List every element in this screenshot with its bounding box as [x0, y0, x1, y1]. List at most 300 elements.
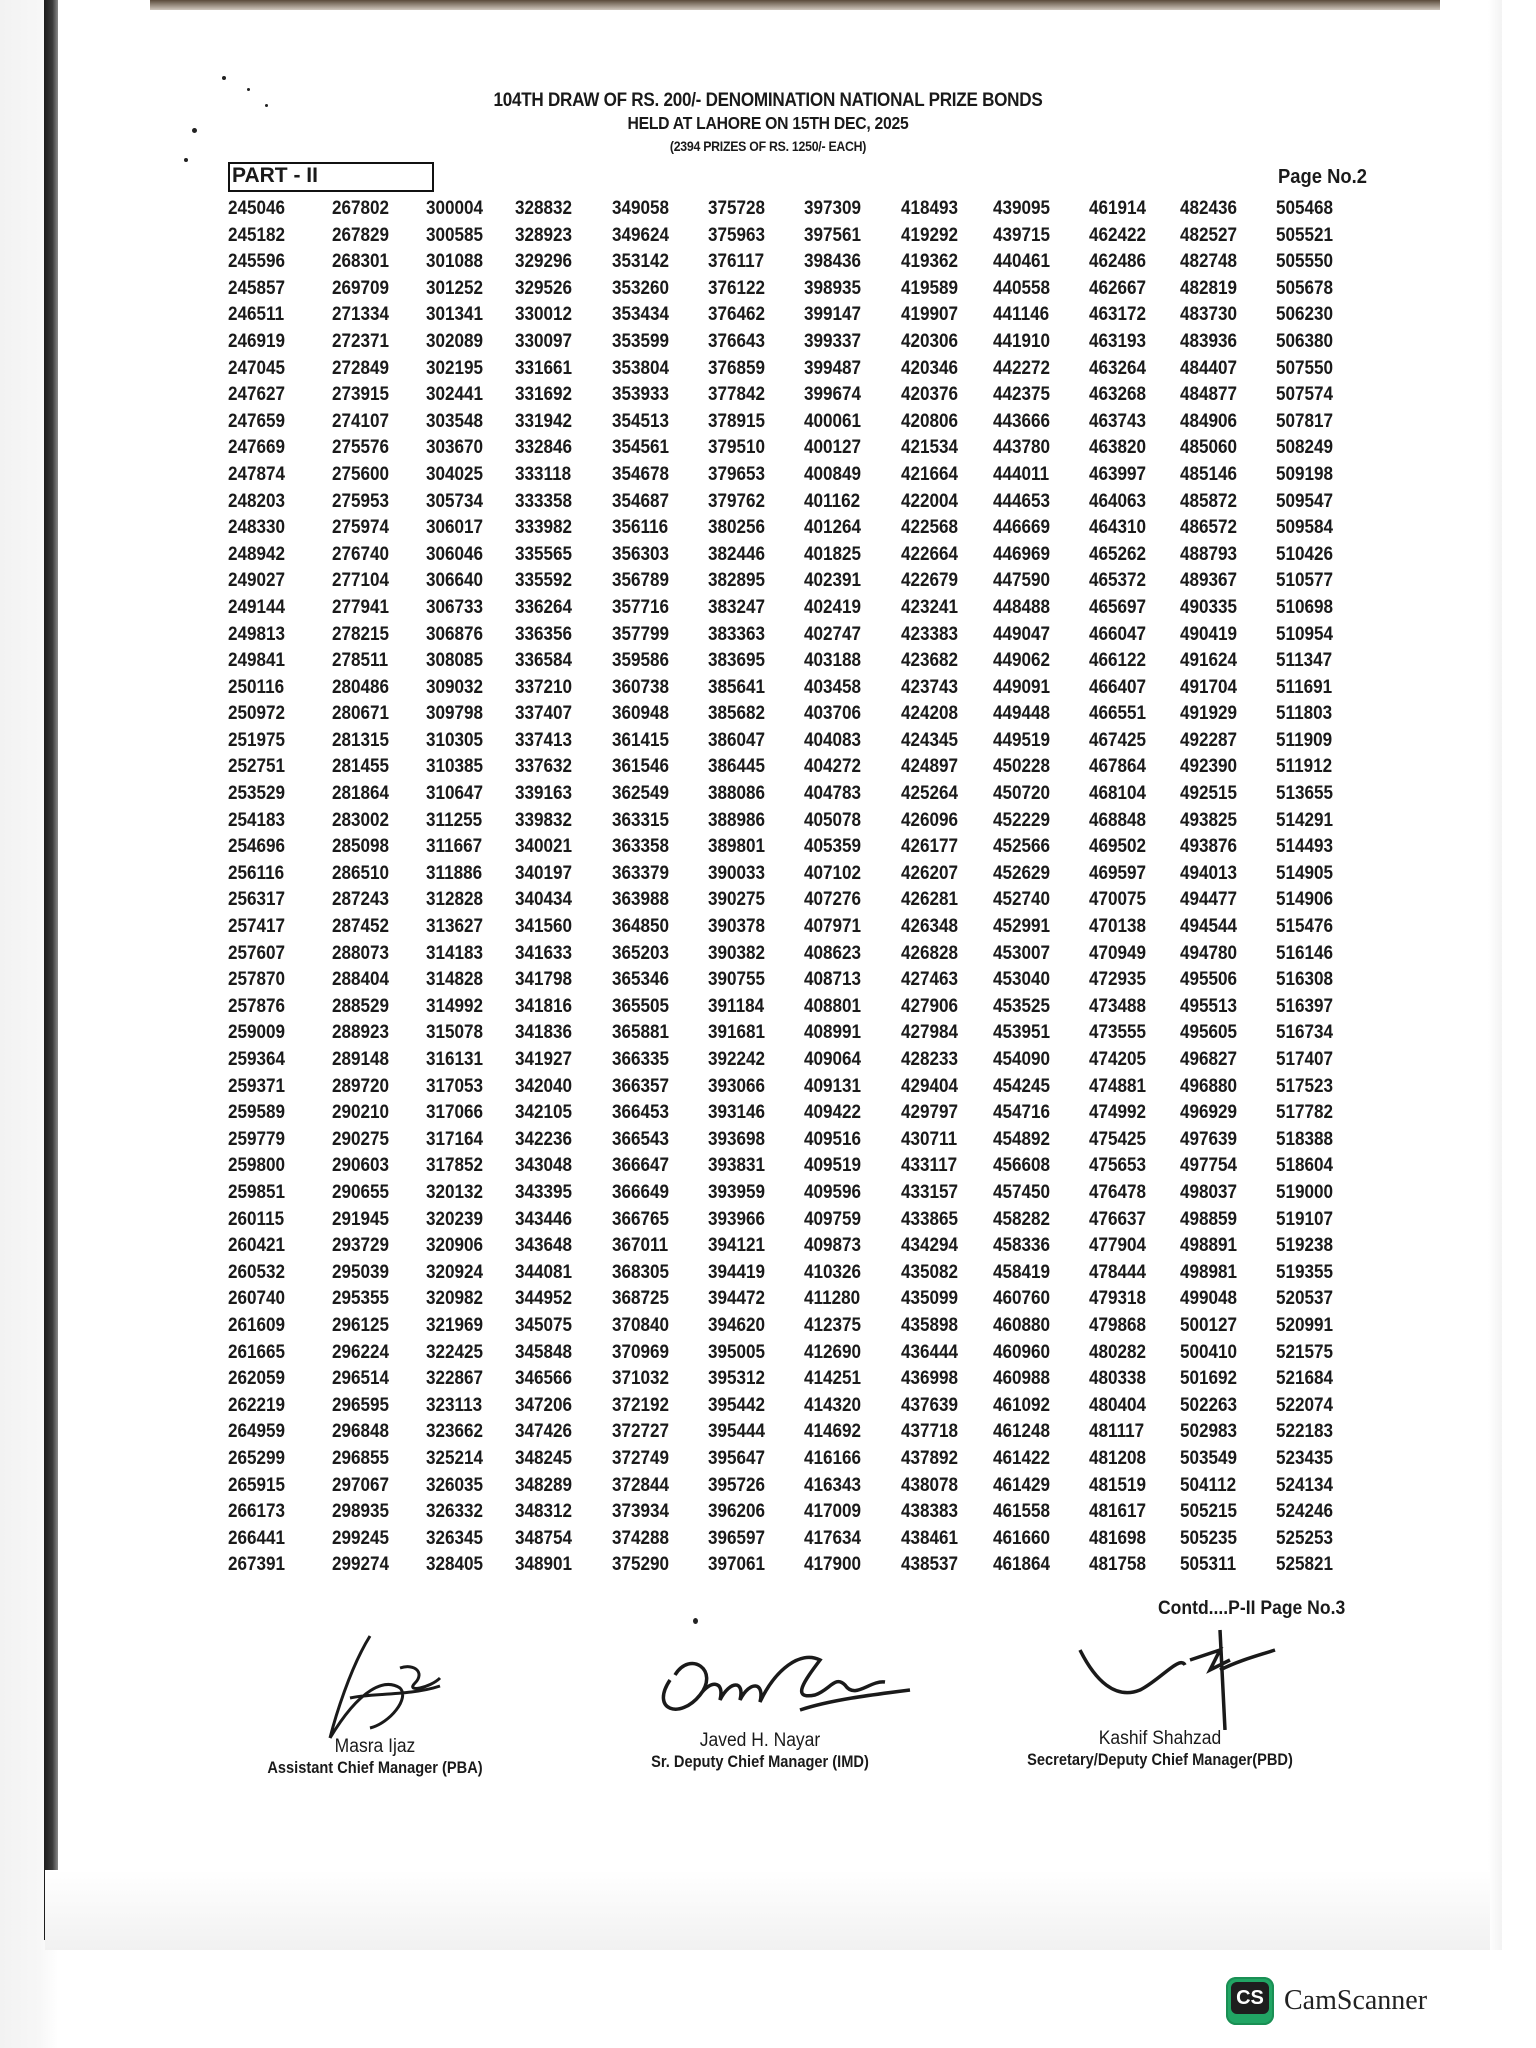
prize-number: 481758 [1089, 1554, 1147, 1576]
prize-number: 475425 [1089, 1128, 1147, 1150]
prize-number: 519238 [1276, 1235, 1334, 1257]
number-column-5 [612, 196, 712, 1579]
prize-number: 366357 [612, 1075, 670, 1097]
prize-number: 478444 [1089, 1261, 1147, 1283]
prize-number: 376859 [708, 357, 766, 379]
prize-number: 252751 [228, 756, 286, 778]
prize-number: 259371 [228, 1075, 286, 1097]
prize-number: 336264 [515, 596, 573, 618]
prize-number: 335592 [515, 570, 573, 592]
prize-number: 288404 [332, 969, 390, 991]
prize-number: 348245 [515, 1447, 573, 1469]
prize-number: 409873 [804, 1235, 862, 1257]
prize-number: 245046 [228, 198, 286, 219]
prize-number: 484877 [1180, 384, 1238, 406]
prize-number: 454716 [993, 1102, 1051, 1124]
prize-number: 400849 [804, 463, 862, 485]
prize-number: 290603 [332, 1155, 390, 1177]
prize-number: 422004 [901, 490, 959, 512]
prize-number: 267829 [332, 224, 390, 246]
prize-number: 320924 [426, 1261, 484, 1283]
prize-number: 394121 [708, 1235, 766, 1257]
prize-number: 376117 [708, 251, 765, 273]
prize-number: 414692 [804, 1421, 862, 1443]
prize-number: 337210 [515, 676, 573, 698]
prize-number: 321969 [426, 1314, 484, 1336]
prize-number: 261665 [228, 1341, 286, 1363]
continued-note: Contd....P-II Page No.3 [1158, 1597, 1346, 1619]
prize-number: 278511 [332, 650, 389, 672]
prize-number: 420306 [901, 330, 959, 352]
prize-number: 518388 [1276, 1128, 1334, 1150]
signature-1-image [290, 1628, 490, 1748]
prize-number: 393966 [708, 1208, 766, 1230]
prize-number: 304025 [426, 463, 484, 485]
prize-number: 474205 [1089, 1049, 1147, 1070]
prize-number: 399487 [804, 357, 862, 379]
prize-number: 306876 [426, 623, 484, 645]
prize-number: 419292 [901, 224, 959, 246]
signature-3-image [1070, 1620, 1290, 1730]
prize-number: 290655 [332, 1181, 390, 1203]
prize-number: 505235 [1180, 1527, 1238, 1549]
prize-number: 461429 [993, 1474, 1051, 1496]
prize-number: 460880 [993, 1314, 1051, 1336]
prize-number: 300004 [426, 198, 484, 219]
prize-number: 424345 [901, 729, 959, 751]
prize-number: 461422 [993, 1447, 1051, 1469]
prize-number: 461092 [993, 1394, 1051, 1416]
cs-logo-text: CS [1231, 1982, 1269, 2014]
prize-number: 337407 [515, 703, 573, 725]
prize-number: 295355 [332, 1288, 390, 1310]
prize-number: 314183 [426, 942, 484, 964]
prize-number: 409516 [804, 1128, 862, 1150]
prize-number: 423682 [901, 650, 959, 672]
prize-number: 281315 [332, 729, 390, 751]
prize-number: 326035 [426, 1474, 484, 1496]
prize-number: 408623 [804, 942, 862, 964]
prize-number: 460988 [993, 1368, 1051, 1390]
number-column-8 [901, 196, 1001, 1579]
prize-number: 277104 [332, 570, 390, 592]
prize-number: 438078 [901, 1474, 959, 1496]
prize-number: 443780 [993, 437, 1051, 459]
prize-number: 326332 [426, 1501, 484, 1523]
prize-number: 442272 [993, 357, 1051, 379]
prize-number: 247659 [228, 410, 286, 432]
prize-number: 378915 [708, 410, 766, 432]
prize-number: 272371 [332, 330, 390, 352]
prize-number: 516397 [1276, 995, 1334, 1017]
prize-number: 264959 [228, 1421, 286, 1443]
prize-number: 308085 [426, 650, 484, 672]
prize-number: 470138 [1089, 916, 1147, 938]
prize-number: 344952 [515, 1288, 573, 1310]
prize-number: 353142 [612, 251, 670, 273]
prize-number: 360948 [612, 703, 670, 725]
prize-number: 368305 [612, 1261, 670, 1283]
prize-number: 301252 [426, 277, 484, 299]
prize-number: 480404 [1089, 1394, 1147, 1416]
prize-number: 423743 [901, 676, 959, 698]
prize-number: 362549 [612, 783, 670, 805]
number-column-12 [1276, 196, 1376, 1579]
prize-number: 266173 [228, 1501, 286, 1523]
prize-number: 457450 [993, 1181, 1051, 1203]
prize-number: 421534 [901, 437, 959, 459]
prize-number: 518604 [1276, 1155, 1334, 1177]
prize-number: 482436 [1180, 198, 1238, 219]
prize-number: 469597 [1089, 862, 1147, 884]
prize-number: 461914 [1089, 198, 1147, 219]
prize-number: 401825 [804, 543, 862, 565]
prize-number: 420346 [901, 357, 959, 379]
prize-number: 375290 [612, 1554, 670, 1576]
prize-number: 404083 [804, 729, 862, 751]
prize-number: 423383 [901, 623, 959, 645]
prize-number: 490335 [1180, 596, 1238, 618]
prize-number: 246511 [228, 304, 285, 326]
prize-number: 500410 [1180, 1341, 1238, 1363]
prize-number: 372844 [612, 1474, 670, 1496]
prize-number: 411280 [804, 1288, 861, 1310]
number-column-3 [426, 196, 526, 1579]
number-column-11 [1180, 196, 1280, 1579]
prize-number: 501692 [1180, 1368, 1238, 1390]
prize-number: 523435 [1276, 1447, 1334, 1469]
prize-number: 383363 [708, 623, 766, 645]
prize-number: 450720 [993, 783, 1051, 805]
prize-number: 408991 [804, 1022, 862, 1044]
prize-number: 364850 [612, 916, 670, 938]
prize-number: 365881 [612, 1022, 670, 1044]
number-column-4 [515, 196, 615, 1579]
prize-number: 329296 [515, 251, 573, 273]
prize-number: 428233 [901, 1049, 959, 1070]
prize-number: 272849 [332, 357, 390, 379]
prize-number: 483936 [1180, 330, 1238, 352]
prize-number: 395005 [708, 1341, 766, 1363]
prize-number: 349058 [612, 198, 670, 219]
prize-number: 483730 [1180, 304, 1238, 326]
prize-number: 498891 [1180, 1235, 1238, 1257]
prize-number: 492287 [1180, 729, 1238, 751]
prize-number: 425264 [901, 783, 959, 805]
prize-number: 524246 [1276, 1501, 1334, 1523]
scan-speck [184, 158, 188, 162]
prize-number: 401264 [804, 517, 862, 539]
prize-number: 311886 [426, 862, 483, 884]
prize-number: 435099 [901, 1288, 959, 1310]
scan-right-edge [1488, 0, 1502, 1950]
prize-number: 430711 [901, 1128, 958, 1150]
number-column-9 [993, 196, 1093, 1579]
prize-number: 391184 [708, 995, 765, 1017]
prize-number: 322425 [426, 1341, 484, 1363]
prize-number: 439095 [993, 198, 1051, 219]
prize-number: 310647 [426, 783, 484, 805]
prize-number: 454245 [993, 1075, 1051, 1097]
prize-number: 454892 [993, 1128, 1051, 1150]
prize-number: 458282 [993, 1208, 1051, 1230]
prize-number: 297067 [332, 1474, 390, 1496]
prize-number: 505311 [1180, 1554, 1237, 1576]
prize-number: 461248 [993, 1421, 1051, 1443]
prize-number: 503549 [1180, 1447, 1238, 1469]
prize-number: 463193 [1089, 330, 1147, 352]
prize-number: 323113 [426, 1394, 483, 1416]
prize-number: 461558 [993, 1501, 1051, 1523]
prize-number: 393066 [708, 1075, 766, 1097]
prize-number: 403188 [804, 650, 862, 672]
prize-number: 383695 [708, 650, 766, 672]
prize-number: 495513 [1180, 995, 1238, 1017]
prize-number: 435898 [901, 1314, 959, 1336]
prize-number: 453951 [993, 1022, 1051, 1044]
prize-number: 450228 [993, 756, 1051, 778]
prize-number: 326345 [426, 1527, 484, 1549]
prize-number: 290275 [332, 1128, 390, 1150]
prize-number: 407102 [804, 862, 862, 884]
prize-number: 301341 [426, 304, 484, 326]
prize-number: 269709 [332, 277, 390, 299]
prize-number: 259851 [228, 1181, 286, 1203]
prize-number: 504112 [1180, 1474, 1237, 1496]
prize-number: 505678 [1276, 277, 1334, 299]
prize-number: 498859 [1180, 1208, 1238, 1230]
prize-number: 446669 [993, 517, 1051, 539]
prize-number: 449519 [993, 729, 1051, 751]
prize-number: 299245 [332, 1527, 390, 1549]
camscanner-label: CamScanner [1284, 1985, 1428, 2016]
prize-number: 481208 [1089, 1447, 1147, 1469]
prize-number: 376643 [708, 330, 766, 352]
prize-number: 341633 [515, 942, 573, 964]
prize-number: 336356 [515, 623, 573, 645]
prize-number: 303670 [426, 437, 484, 459]
prize-number: 363315 [612, 809, 670, 831]
prize-number: 393831 [708, 1155, 766, 1177]
part-label: PART - II [228, 162, 434, 192]
prize-number: 409422 [804, 1102, 862, 1124]
prize-number: 464310 [1089, 517, 1147, 539]
prize-number: 328923 [515, 224, 573, 246]
prize-number: 466407 [1089, 676, 1147, 698]
prize-number: 343048 [515, 1155, 573, 1177]
prize-number: 339832 [515, 809, 573, 831]
prize-number: 454090 [993, 1049, 1051, 1070]
prize-number: 453007 [993, 942, 1051, 964]
prize-number: 370969 [612, 1341, 670, 1363]
prize-number: 485060 [1180, 437, 1238, 459]
prize-number: 390033 [708, 862, 766, 884]
prize-number: 493876 [1180, 836, 1238, 858]
prize-number: 481617 [1089, 1501, 1147, 1523]
prize-number: 275576 [332, 437, 390, 459]
prize-number: 245857 [228, 277, 286, 299]
prize-number: 356303 [612, 543, 670, 565]
prize-number: 341560 [515, 916, 573, 938]
prize-number: 516308 [1276, 969, 1334, 991]
draw-venue-date: HELD AT LAHORE ON 15TH DEC, 2025 [627, 113, 909, 133]
prize-number: 386047 [708, 729, 766, 751]
prize-number: 520991 [1276, 1314, 1334, 1336]
scan-speck [222, 76, 226, 80]
prize-number: 485146 [1180, 463, 1238, 485]
prize-number: 402747 [804, 623, 862, 645]
prize-number: 517523 [1276, 1075, 1334, 1097]
prize-number: 310305 [426, 729, 484, 751]
prize-number: 444011 [993, 463, 1050, 485]
prize-number: 337632 [515, 756, 573, 778]
prize-number: 309798 [426, 703, 484, 725]
prize-number: 356789 [612, 570, 670, 592]
prize-number: 360738 [612, 676, 670, 698]
prize-number: 438383 [901, 1501, 959, 1523]
prize-number: 421664 [901, 463, 959, 485]
prize-number: 475653 [1089, 1155, 1147, 1177]
prize-number: 288073 [332, 942, 390, 964]
prize-number: 419907 [901, 304, 959, 326]
prize-number: 395647 [708, 1447, 766, 1469]
prize-number: 366453 [612, 1102, 670, 1124]
prize-number: 375963 [708, 224, 766, 246]
prize-number: 515476 [1276, 916, 1334, 938]
prize-number: 480338 [1089, 1368, 1147, 1390]
prize-number: 521684 [1276, 1368, 1334, 1390]
prize-number: 479318 [1089, 1288, 1147, 1310]
prize-number: 353599 [612, 330, 670, 352]
signatory-2-name: Javed H. Nayar [699, 1730, 821, 1751]
prize-number: 320239 [426, 1208, 484, 1230]
prize-number: 266441 [228, 1527, 286, 1549]
prize-number: 424897 [901, 756, 959, 778]
prize-number: 337413 [515, 729, 573, 751]
prize-number: 317852 [426, 1155, 484, 1177]
prize-number: 363379 [612, 862, 670, 884]
prize-number: 277941 [332, 596, 390, 618]
prize-number: 474881 [1089, 1075, 1147, 1097]
prize-number: 347426 [515, 1421, 573, 1443]
prize-number: 343446 [515, 1208, 573, 1230]
prize-number: 288923 [332, 1022, 390, 1044]
prize-number: 414320 [804, 1394, 862, 1416]
prize-number: 380256 [708, 517, 766, 539]
prize-number: 400061 [804, 410, 862, 432]
prize-number: 385682 [708, 703, 766, 725]
prize-number: 469502 [1089, 836, 1147, 858]
prize-number: 280486 [332, 676, 390, 698]
prize-number: 320982 [426, 1288, 484, 1310]
draw-title: 104TH DRAW OF RS. 200/- DENOMINATION NATIONAL PRIZE BONDS [493, 90, 1043, 111]
prize-number: 511691 [1276, 676, 1333, 698]
prize-number: 366649 [612, 1181, 670, 1203]
prize-number: 379762 [708, 490, 766, 512]
prize-number: 492390 [1180, 756, 1238, 778]
prize-number: 462667 [1089, 277, 1147, 299]
prize-number: 419589 [901, 277, 959, 299]
prize-number: 422679 [901, 570, 959, 592]
prize-number: 390755 [708, 969, 766, 991]
prize-number: 372192 [612, 1394, 670, 1416]
prize-number: 331692 [515, 384, 573, 406]
prize-number: 511347 [1276, 650, 1333, 672]
prize-number: 366647 [612, 1155, 670, 1177]
prize-number: 333118 [515, 463, 572, 485]
prize-number: 407276 [804, 889, 862, 911]
prize-number: 262059 [228, 1368, 286, 1390]
prize-number: 456608 [993, 1155, 1051, 1177]
signatory-1-name: Masra Ijaz [334, 1736, 416, 1757]
prize-number: 267802 [332, 198, 390, 219]
prize-number: 502983 [1180, 1421, 1238, 1443]
prize-number: 365203 [612, 942, 670, 964]
prize-number: 325214 [426, 1447, 484, 1469]
scan-binding-edge [44, 0, 58, 1940]
prize-number: 514906 [1276, 889, 1334, 911]
prize-number: 262219 [228, 1394, 286, 1416]
prize-number: 296595 [332, 1394, 390, 1416]
prize-number: 516734 [1276, 1022, 1334, 1044]
prize-number: 396206 [708, 1501, 766, 1523]
prize-number: 333358 [515, 490, 573, 512]
prize-number: 340021 [515, 836, 573, 858]
prize-number: 365505 [612, 995, 670, 1017]
prize-summary: (2394 PRIZES OF RS. 1250/- EACH) [669, 138, 867, 154]
prize-number: 395726 [708, 1474, 766, 1496]
prize-number: 472935 [1089, 969, 1147, 991]
prize-number: 519107 [1276, 1208, 1334, 1230]
prize-number: 417009 [804, 1501, 862, 1523]
prize-number: 273915 [332, 384, 390, 406]
prize-number: 511912 [1276, 756, 1333, 778]
prize-number: 463268 [1089, 384, 1147, 406]
signature-2-image [630, 1620, 930, 1730]
prize-number: 412690 [804, 1341, 862, 1363]
prize-number: 256317 [228, 889, 286, 911]
prize-number: 372749 [612, 1447, 670, 1469]
prize-number: 379653 [708, 463, 766, 485]
prize-number: 254696 [228, 836, 286, 858]
prize-number: 426828 [901, 942, 959, 964]
prize-number: 383247 [708, 596, 766, 618]
prize-number: 317053 [426, 1075, 484, 1097]
prize-number: 495506 [1180, 969, 1238, 991]
prize-number: 396597 [708, 1527, 766, 1549]
signatory-1 [230, 1640, 520, 1778]
prize-number: 265915 [228, 1474, 286, 1496]
prize-number: 465372 [1089, 570, 1147, 592]
prize-number: 514493 [1276, 836, 1334, 858]
prize-number: 311667 [426, 836, 483, 858]
prize-number: 466047 [1089, 623, 1147, 645]
prize-number: 409759 [804, 1208, 862, 1230]
prize-number: 409519 [804, 1155, 862, 1177]
signatory-2-title: Sr. Deputy Chief Manager (IMD) [651, 1752, 869, 1771]
prize-number: 382446 [708, 543, 766, 565]
prize-number: 447590 [993, 570, 1051, 592]
prize-number: 462422 [1089, 224, 1147, 246]
prize-number: 427463 [901, 969, 959, 991]
prize-number: 346566 [515, 1368, 573, 1390]
prize-number: 257417 [228, 916, 286, 938]
prize-number: 280671 [332, 703, 390, 725]
prize-number: 419362 [901, 251, 959, 273]
cs-logo-icon [1226, 1977, 1274, 2025]
prize-number: 275974 [332, 517, 390, 539]
prize-number: 395312 [708, 1368, 766, 1390]
